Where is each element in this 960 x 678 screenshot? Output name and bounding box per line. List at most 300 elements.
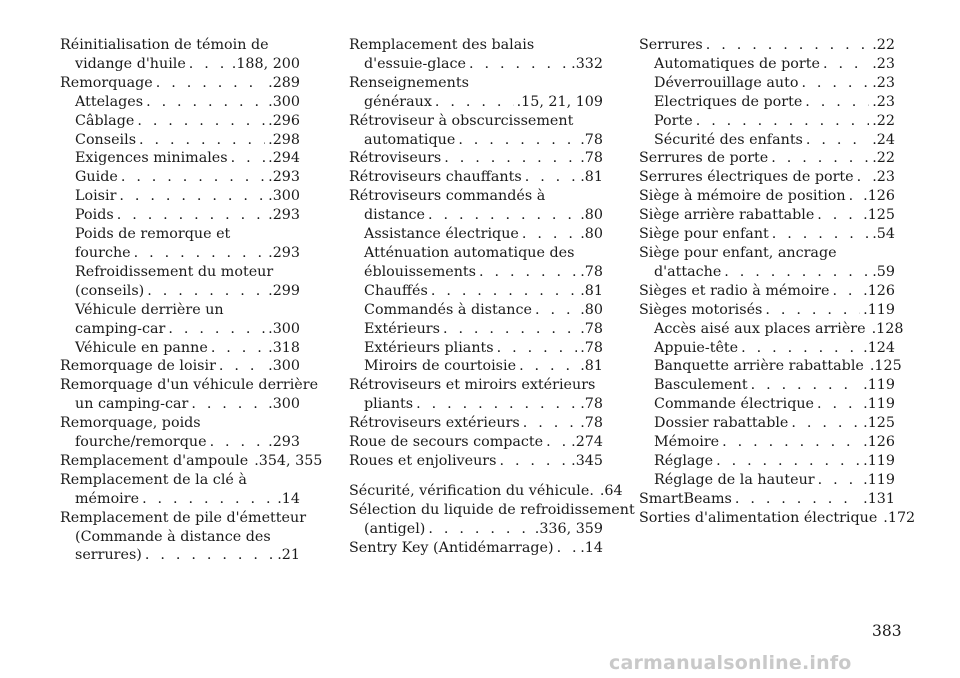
page-reference[interactable]: .128 — [871, 320, 904, 337]
dot-leader — [751, 376, 861, 395]
entry-line — [639, 282, 895, 301]
page-reference[interactable]: .22 — [872, 37, 895, 53]
page-reference[interactable]: .15, 21, 109 — [516, 93, 603, 110]
entry-term: pliants — [364, 396, 414, 413]
entry-line — [349, 93, 603, 112]
entry-line — [639, 376, 895, 395]
dot-leader — [741, 339, 860, 358]
index-subentry — [639, 93, 895, 112]
entry-term: mémoire — [75, 490, 140, 507]
index-entry — [639, 244, 895, 282]
index-subentry — [60, 301, 300, 339]
index-column-left — [60, 36, 323, 565]
entry-term: Attelages — [75, 93, 144, 110]
index-entry — [60, 376, 319, 414]
page-reference[interactable]: .119 — [863, 452, 895, 469]
index-entry — [60, 74, 300, 93]
dot-leader — [817, 395, 860, 414]
page-reference[interactable]: .124 — [863, 339, 895, 356]
entry-term: Réglage — [654, 452, 714, 469]
entry-term: Rétroviseurs commandés à — [349, 188, 546, 205]
entry-line — [349, 149, 603, 168]
entry-line — [639, 357, 902, 376]
page-reference[interactable]: .119 — [863, 396, 895, 413]
index-entry — [349, 36, 603, 74]
entry-line — [639, 225, 895, 244]
page-reference[interactable]: .23 — [872, 74, 895, 91]
page-reference[interactable]: .119 — [863, 301, 895, 318]
entry-term: Remorquage d'un véhicule derrière — [60, 377, 319, 394]
entry-term: vidange d'huile — [75, 55, 186, 72]
entry-term: Siège pour enfant, ancrage — [639, 244, 837, 261]
index-subentry — [349, 320, 603, 339]
entry-term: Sécurité des enfants — [654, 131, 803, 148]
page-reference[interactable]: .354, 355 — [254, 452, 323, 469]
index-entry — [639, 187, 895, 206]
entry-line — [639, 149, 895, 168]
index-subentry — [639, 414, 895, 433]
entry-term: Déverrouillage auto — [654, 74, 799, 91]
page-reference[interactable]: .80 — [580, 226, 603, 243]
entry-term: Guide — [75, 169, 118, 186]
entry-line — [60, 376, 319, 395]
entry-line — [639, 168, 895, 187]
entry-line — [60, 490, 300, 509]
page-reference[interactable]: .298 — [268, 131, 300, 148]
entry-line — [60, 244, 300, 263]
index-subentry — [639, 471, 895, 490]
entry-term: Extérieurs pliants — [364, 339, 494, 356]
entry-term: Rétroviseurs extérieurs — [349, 415, 520, 432]
entry-line — [349, 112, 603, 131]
entry-term: Accès aisé aux places arrière — [654, 320, 866, 337]
index-subentry — [60, 93, 300, 112]
entry-line — [349, 452, 603, 471]
entry-term: Poids — [75, 207, 114, 224]
page-reference[interactable]: .54 — [872, 226, 895, 243]
entry-line — [639, 452, 895, 471]
page-reference[interactable]: .294 — [268, 150, 300, 167]
entry-term: Siège pour enfant — [639, 226, 769, 243]
entry-term: Réglage de la hauteur — [654, 471, 815, 488]
entry-term: Sorties d'alimentation électrique — [639, 509, 878, 526]
page-reference[interactable]: .64 — [599, 482, 623, 499]
index-entry — [349, 187, 603, 225]
page-reference[interactable]: .78 — [580, 415, 603, 432]
dot-leader — [818, 471, 861, 490]
page-reference[interactable]: .78 — [580, 396, 603, 413]
index-subentry — [349, 244, 603, 282]
entry-term: Serrures électriques de porte — [639, 169, 854, 186]
dot-leader — [832, 282, 860, 301]
entry-term: Rétroviseur à obscurcissement — [349, 112, 574, 129]
entry-line — [349, 168, 603, 187]
page-reference[interactable]: .23 — [872, 93, 895, 110]
page-reference[interactable]: .119 — [863, 471, 895, 488]
index-entry — [349, 539, 603, 558]
entry-term: Rétroviseurs chauffants — [349, 169, 522, 186]
page-reference[interactable]: .293 — [268, 434, 300, 451]
entry-term: Sélection du liquide de refroidissement — [349, 501, 635, 518]
entry-line — [60, 282, 300, 301]
dot-leader — [557, 539, 578, 558]
entry-line — [639, 55, 895, 74]
entry-line — [60, 357, 300, 376]
index-entry — [639, 206, 895, 225]
page-reference[interactable]: .274 — [571, 434, 603, 451]
index-entry — [60, 509, 307, 566]
page-reference[interactable]: .126 — [863, 282, 895, 299]
index-entry — [349, 433, 603, 452]
page-reference[interactable]: .80 — [580, 301, 603, 318]
entry-line — [639, 244, 895, 263]
dot-leader — [443, 320, 577, 339]
entry-line — [60, 414, 300, 433]
entry-term: Remplacement de pile d'émetteur — [60, 509, 307, 526]
entry-line — [349, 357, 603, 376]
index-subentry — [349, 225, 603, 244]
entry-term: Remplacement des balais — [349, 37, 535, 53]
entry-line — [349, 520, 603, 539]
page-reference[interactable]: .299 — [268, 282, 300, 299]
entry-line — [349, 539, 603, 558]
page-reference[interactable]: .22 — [872, 112, 895, 129]
page-reference[interactable]: .336, 359 — [534, 520, 603, 537]
entry-term: Roue de secours compacte — [349, 434, 544, 451]
entry-term: Refroidissement du moteur — [75, 263, 274, 280]
page-reference[interactable]: .345 — [571, 452, 603, 469]
page-reference[interactable]: .125 — [863, 415, 895, 432]
dot-leader — [772, 225, 869, 244]
index-subentry — [60, 263, 300, 301]
entry-line — [60, 433, 300, 452]
index-entry — [349, 482, 623, 501]
dot-leader — [801, 74, 869, 93]
index-subentry — [60, 168, 300, 187]
entry-line — [639, 433, 895, 452]
index-subentry — [639, 131, 895, 150]
index-subentry — [60, 112, 300, 131]
entry-term: Assistance électrique — [364, 226, 519, 243]
page-reference[interactable]: .59 — [872, 263, 895, 280]
entry-line — [639, 414, 895, 433]
entry-term: fourche/remorque — [75, 434, 207, 451]
page-reference[interactable]: .293 — [268, 169, 300, 186]
entry-line — [349, 74, 603, 93]
page-reference[interactable]: .21 — [277, 547, 300, 564]
dot-leader — [479, 263, 577, 282]
index-column-right — [639, 36, 916, 528]
page-reference[interactable]: .81 — [580, 169, 603, 186]
index-subentry — [60, 339, 300, 358]
index-subentry — [639, 395, 895, 414]
index-subentry — [639, 320, 904, 339]
entry-line — [639, 395, 895, 414]
entry-line — [60, 339, 300, 358]
page-number: 383 — [872, 622, 902, 640]
dot-leader — [849, 187, 861, 206]
index-entry — [349, 74, 603, 112]
entry-term: SmartBeams — [639, 490, 732, 507]
dot-leader — [189, 55, 229, 74]
entry-line — [349, 282, 603, 301]
dot-leader — [519, 357, 577, 376]
dot-leader — [444, 149, 577, 168]
page-reference[interactable]: .78 — [580, 339, 603, 356]
dot-leader — [806, 131, 869, 150]
page-reference[interactable]: .81 — [580, 282, 603, 299]
index-entry — [639, 225, 895, 244]
dot-leader — [211, 339, 265, 358]
page-reference[interactable]: .289 — [268, 74, 300, 91]
dot-leader — [823, 55, 869, 74]
entry-term: Porte — [654, 112, 693, 129]
entry-line — [349, 225, 603, 244]
page-reference[interactable]: .131 — [863, 490, 895, 507]
entry-line — [639, 339, 895, 358]
entry-line — [639, 263, 895, 282]
dot-leader — [168, 320, 265, 339]
index-entry — [639, 36, 895, 55]
entry-line — [349, 244, 603, 263]
entry-term: Commande électrique — [654, 396, 815, 413]
dot-leader — [134, 244, 266, 263]
entry-term: Conseils — [75, 131, 137, 148]
section-gap — [349, 471, 603, 482]
page-reference[interactable]: .78 — [580, 320, 603, 337]
dot-leader — [535, 301, 577, 320]
index-entry — [60, 357, 300, 376]
dot-leader — [142, 490, 274, 509]
page-reference[interactable]: .119 — [863, 377, 895, 394]
entry-term: Remplacement d'ampoule — [60, 452, 249, 469]
dot-leader — [156, 74, 265, 93]
index-entry — [349, 149, 603, 168]
index-subentry — [349, 339, 603, 358]
index-entry — [349, 376, 603, 414]
entry-line — [60, 131, 300, 150]
dot-leader — [147, 282, 265, 301]
index-subentry — [60, 187, 300, 206]
entry-line — [349, 376, 603, 395]
dot-leader — [121, 168, 265, 187]
index-subentry — [639, 112, 895, 131]
entry-line — [60, 55, 300, 74]
dot-leader — [469, 55, 568, 74]
entry-term: Mémoire — [654, 434, 720, 451]
entry-term: distance — [364, 207, 426, 224]
dot-leader — [431, 282, 577, 301]
dot-leader — [145, 546, 274, 565]
entry-line — [60, 395, 300, 414]
entry-term: Serrures — [639, 37, 703, 53]
entry-term: (antigel) — [364, 520, 426, 537]
entry-term: (conseils) — [75, 282, 145, 299]
dot-leader — [191, 395, 265, 414]
entry-line — [60, 149, 300, 168]
dot-leader — [546, 433, 568, 452]
entry-line — [60, 263, 300, 282]
dot-leader — [428, 520, 531, 539]
entry-term: camping-car — [75, 320, 166, 337]
index-subentry — [639, 55, 895, 74]
entry-line — [639, 187, 895, 206]
entry-term: généraux — [364, 93, 432, 110]
entry-term: Renseignements — [349, 74, 469, 91]
dot-leader — [696, 112, 870, 131]
page-reference[interactable]: .78 — [580, 131, 603, 148]
entry-term: Automatiques de porte — [654, 55, 820, 72]
entry-line — [349, 482, 623, 501]
entry-term: Appuie-tête — [654, 339, 739, 356]
page-reference[interactable]: .22 — [872, 150, 895, 167]
dot-leader — [458, 131, 577, 150]
dot-leader — [765, 301, 860, 320]
entry-line — [60, 452, 323, 471]
index-subentry — [639, 433, 895, 452]
index-entry — [349, 112, 603, 150]
page-reference[interactable]: .125 — [869, 358, 902, 375]
dot-leader — [817, 206, 860, 225]
dot-leader — [146, 93, 265, 112]
index-entry — [639, 301, 895, 320]
page-reference[interactable]: .188, 200 — [231, 55, 300, 72]
entry-line — [60, 168, 300, 187]
entry-term: Sécurité, vérification du véhicule. — [349, 482, 594, 499]
page-reference[interactable]: .332 — [571, 55, 603, 72]
page-reference[interactable]: .14 — [580, 539, 603, 556]
index-subentry — [60, 149, 300, 168]
page-reference[interactable]: .300 — [268, 396, 300, 413]
page-reference[interactable]: .126 — [863, 434, 895, 451]
entry-term: Poids de remorque et — [75, 226, 231, 243]
entry-line — [60, 112, 300, 131]
entry-line — [60, 206, 300, 225]
entry-line — [349, 320, 603, 339]
dot-leader — [724, 263, 869, 282]
entry-line — [349, 414, 603, 433]
entry-line — [60, 93, 300, 112]
entry-term: Remorquage — [60, 74, 153, 91]
entry-term: Siège arrière rabattable — [639, 207, 815, 224]
entry-term: Extérieurs — [364, 320, 440, 337]
page-reference[interactable]: .125 — [863, 207, 895, 224]
entry-term: Exigences minimales — [75, 150, 228, 167]
entry-line — [639, 490, 895, 509]
dot-leader — [499, 452, 568, 471]
watermark: carmanualsonline.info — [609, 652, 852, 674]
entry-line — [349, 187, 603, 206]
page-reference[interactable]: .300 — [268, 188, 300, 205]
dot-leader — [857, 168, 870, 187]
entry-term: Dossier rabattable — [654, 415, 789, 432]
index-subentry — [639, 452, 895, 471]
dot-leader — [231, 149, 266, 168]
dot-leader — [735, 490, 860, 509]
index-entry — [60, 452, 323, 471]
page-reference[interactable]: .23 — [872, 55, 895, 72]
page-reference[interactable]: .78 — [580, 150, 603, 167]
entry-term: fourche — [75, 244, 131, 261]
index-subentry — [60, 225, 300, 263]
dot-leader — [523, 414, 577, 433]
index-subentry — [639, 376, 895, 395]
page-reference[interactable]: .80 — [580, 207, 603, 224]
dot-leader — [428, 206, 577, 225]
dot-leader — [525, 168, 578, 187]
entry-term: Miroirs de courtoisie — [364, 358, 517, 375]
index-subentry — [60, 131, 300, 150]
page-reference[interactable]: .126 — [863, 188, 895, 205]
entry-term: Electriques de porte — [654, 93, 803, 110]
entry-line — [60, 187, 300, 206]
entry-line — [639, 93, 895, 112]
page-reference[interactable]: .23 — [872, 169, 895, 186]
entry-line — [60, 471, 300, 490]
page-reference[interactable]: .296 — [268, 112, 300, 129]
dot-leader — [117, 206, 265, 225]
entry-term: Basculement — [654, 377, 748, 394]
entry-line — [639, 131, 895, 150]
entry-line — [60, 509, 307, 528]
page-reference[interactable]: .81 — [580, 358, 603, 375]
entry-line — [60, 546, 300, 565]
entry-term: Rétroviseurs — [349, 150, 442, 167]
page-reference[interactable]: .318 — [268, 339, 300, 356]
entry-line — [60, 528, 300, 547]
index-subentry — [349, 282, 603, 301]
entry-line — [639, 471, 895, 490]
entry-line — [639, 320, 904, 339]
entry-term: Véhicule derrière un — [75, 301, 224, 318]
entry-line — [639, 112, 895, 131]
entry-line — [639, 206, 895, 225]
index-column-middle — [349, 36, 635, 557]
entry-term: Atténuation automatique des — [364, 244, 575, 261]
index-entry — [639, 168, 895, 187]
dot-leader — [722, 433, 860, 452]
dot-leader — [139, 131, 265, 150]
entry-line — [60, 320, 300, 339]
entry-line — [639, 74, 895, 93]
entry-term: automatique — [364, 131, 456, 148]
page-reference[interactable]: .24 — [872, 131, 895, 148]
page-reference[interactable]: .14 — [277, 490, 300, 507]
entry-term: Véhicule en panne — [75, 339, 208, 356]
page-reference[interactable]: .293 — [268, 207, 300, 224]
index-entry — [60, 471, 300, 509]
entry-line — [349, 55, 603, 74]
page-reference[interactable]: .300 — [268, 320, 300, 337]
dot-leader — [771, 149, 869, 168]
index-entry — [349, 501, 635, 539]
dot-leader — [706, 36, 869, 55]
page-reference[interactable]: .300 — [268, 93, 300, 110]
entry-term: Chauffés — [364, 282, 428, 299]
page-reference[interactable]: .293 — [268, 244, 300, 261]
entry-line — [349, 263, 603, 282]
index-entry — [349, 452, 603, 471]
page-reference[interactable]: .78 — [580, 263, 603, 280]
entry-line — [349, 433, 603, 452]
index-entry — [639, 149, 895, 168]
dot-leader — [219, 357, 265, 376]
entry-line — [349, 131, 603, 150]
page-reference[interactable]: .300 — [268, 358, 300, 375]
page-reference[interactable]: .172 — [883, 509, 916, 526]
entry-term: d'attache — [654, 263, 722, 280]
entry-line — [60, 301, 300, 320]
